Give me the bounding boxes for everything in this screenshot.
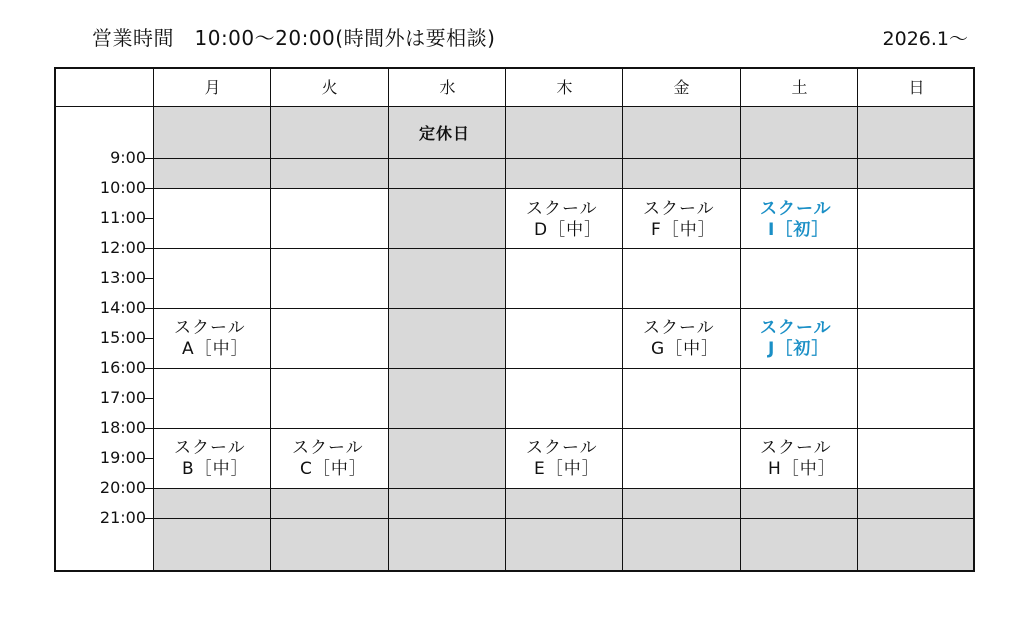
class-level: F［中］: [651, 220, 716, 240]
time-label: 10:00: [99, 178, 146, 197]
time-label: 9:00: [110, 148, 146, 167]
row-divider: [154, 158, 973, 159]
row-divider: [154, 248, 973, 249]
row-divider: [154, 518, 973, 519]
start-date: 2026.1〜: [882, 28, 968, 50]
class-entry-h: [760, 438, 836, 480]
day-header-tuesday: 火: [321, 78, 338, 97]
class-level: G［中］: [651, 339, 720, 359]
class-entry-i: [760, 199, 832, 241]
column-divider: [740, 69, 741, 570]
class-name: スクール: [526, 199, 598, 219]
time-label: 17:00: [99, 388, 146, 407]
class-level: C［中］: [300, 459, 367, 479]
class-level: I［初］: [768, 220, 830, 240]
time-label: 19:00: [99, 448, 146, 467]
class-name: スクール: [760, 199, 832, 219]
day-header-sunday: 日: [908, 78, 925, 97]
column-divider: [857, 69, 858, 570]
column-divider: [153, 69, 154, 570]
time-label: 15:00: [99, 328, 146, 347]
row-divider: [154, 488, 973, 489]
class-name: スクール: [760, 438, 832, 458]
row-divider: [154, 428, 973, 429]
class-name: スクール: [292, 438, 364, 458]
class-level: H［中］: [768, 459, 836, 479]
class-entry-a: [174, 318, 249, 360]
row-divider: [154, 368, 973, 369]
time-label: 14:00: [99, 298, 146, 317]
time-label: 11:00: [99, 208, 146, 227]
class-level: J［初］: [768, 339, 830, 359]
class-entry-d: [526, 199, 602, 241]
class-name: スクール: [526, 438, 598, 458]
column-divider: [270, 69, 271, 570]
schedule-table: [54, 67, 975, 572]
class-entry-f: [643, 199, 716, 241]
class-entry-g: [643, 318, 719, 360]
day-header-wednesday: 水: [439, 78, 456, 97]
time-label: 21:00: [99, 508, 146, 527]
class-name: スクール: [760, 318, 832, 338]
day-header-saturday: 土: [791, 78, 808, 97]
day-header-friday: 金: [673, 78, 690, 97]
row-divider: [154, 308, 973, 309]
time-label: 16:00: [99, 358, 146, 377]
holiday-label: 定休日: [419, 124, 471, 143]
class-name: スクール: [643, 318, 715, 338]
class-level: E［中］: [534, 459, 600, 479]
time-label: 13:00: [99, 268, 146, 287]
class-name: スクール: [174, 318, 246, 338]
class-level: B［中］: [182, 459, 249, 479]
class-level: A［中］: [182, 339, 249, 359]
column-divider: [388, 69, 389, 570]
closed-day-wednesday: [389, 107, 506, 570]
class-entry-e: [526, 438, 600, 480]
class-entry-j: [760, 318, 832, 360]
class-level: D［中］: [534, 220, 603, 240]
row-divider: [154, 188, 973, 189]
day-header-monday: 月: [204, 78, 221, 97]
time-label: 18:00: [99, 418, 146, 437]
closed-band-bottom: [154, 489, 973, 570]
time-label: 12:00: [99, 238, 146, 257]
class-name: スクール: [174, 438, 246, 458]
day-header-thursday: 木: [556, 78, 573, 97]
class-entry-c: [292, 438, 367, 480]
closed-band-top: [154, 107, 973, 188]
column-divider: [622, 69, 623, 570]
time-label: 20:00: [99, 478, 146, 497]
class-entry-b: [174, 438, 249, 480]
class-name: スクール: [643, 199, 715, 219]
page-title: 営業時間 10:00〜20:00(時間外は要相談): [92, 26, 496, 50]
column-divider: [505, 69, 506, 570]
